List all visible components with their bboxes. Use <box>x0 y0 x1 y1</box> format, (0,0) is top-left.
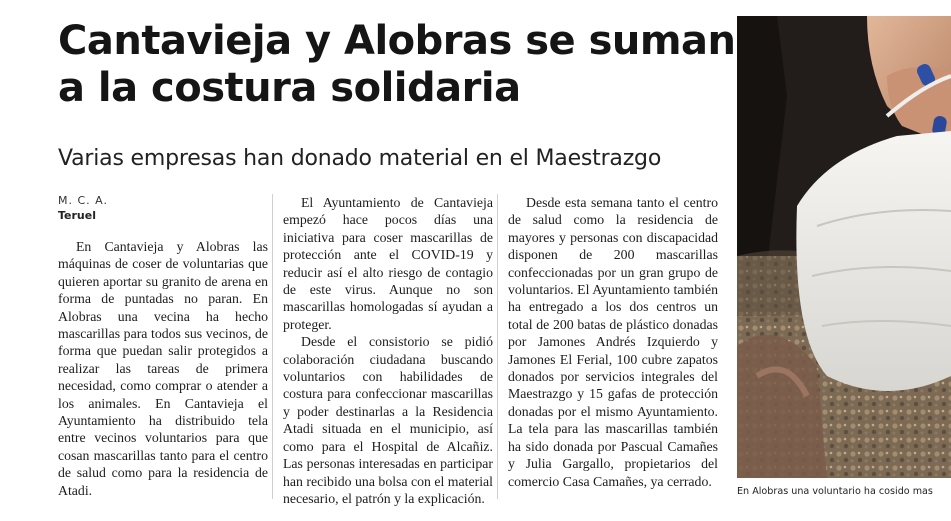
photo-caption: En Alobras una voluntario ha cosido mas <box>737 486 933 497</box>
column-3-paragraph-1: Desde esta semana tanto el centro de salud como la residencia de mayores y personas con discapacidad disponen de 200 mascarillas confeccionadas por un gran grupo de voluntarios. El Ayuntamiento también ha entregado a los dos centros un total de 200 batas de plástico donadas por Jamones Andrés Izquierdo y Jamones El Ferial, 100 cubre zapatos donados por servicios integrales del Maestrazgo y 15 gafas de protección donadas por el mismo Ayuntamiento. La tela para las mascarillas también ha sido donada por Pascual Camañes y Julia Gargallo, propietarios del comercio Casa Camañes, ya cerrado. <box>508 195 718 489</box>
headline: Cantavieja y Alobras se suman a la costura solidaria <box>58 18 736 111</box>
article-column-2 <box>283 194 493 507</box>
article-column-3 <box>508 194 718 490</box>
column-divider <box>497 194 498 499</box>
column-2-paragraph-2: Desde el consistorio se pidió colaboración ciudadana buscando voluntarios con habilidades de costura para confeccionar mascarillas y poder destinarlas a la Residencia Atadi situada en el municipio, así como para el Hospital de Alcañiz. Las personas interesadas en participar han recibido una bolsa con el material necesario, el patrón y la explicación. <box>283 334 493 506</box>
column-2-paragraph-1: El Ayuntamiento de Cantavieja empezó hace pocos días una iniciativa para coser mascarillas de protección ante el COVID-19 y reducir así el alto riesgo de contagio de este virus. Aunque no son mascarillas homologadas sí ayudan a proteger. <box>283 195 493 332</box>
column-divider <box>272 194 273 499</box>
byline-author: M. C. A. <box>58 194 108 207</box>
byline-place: Teruel <box>58 209 96 222</box>
photo-volunteer-sewing-mask <box>737 16 951 478</box>
subheadline: Varias empresas han donado material en el Maestrazgo <box>58 146 662 171</box>
article-column-1 <box>58 238 268 499</box>
article-photo <box>737 16 951 478</box>
column-1-paragraph-1: En Cantavieja y Alobras las máquinas de coser de voluntarias que quieren aportar su granito de arena en forma de puntadas no paran. En Alobras una vecina ha hecho mascarillas para todos sus vecinos, de forma que puedan salir protegidos a realizar las tareas de primera necesidad, como comprar o atender a los animales. En Cantavieja el Ayuntamiento ha distribuido tela entre vecinos voluntarios para que cosan mascarillas tanto para el centro de salud como para la residencia de Atadi. <box>58 239 268 498</box>
